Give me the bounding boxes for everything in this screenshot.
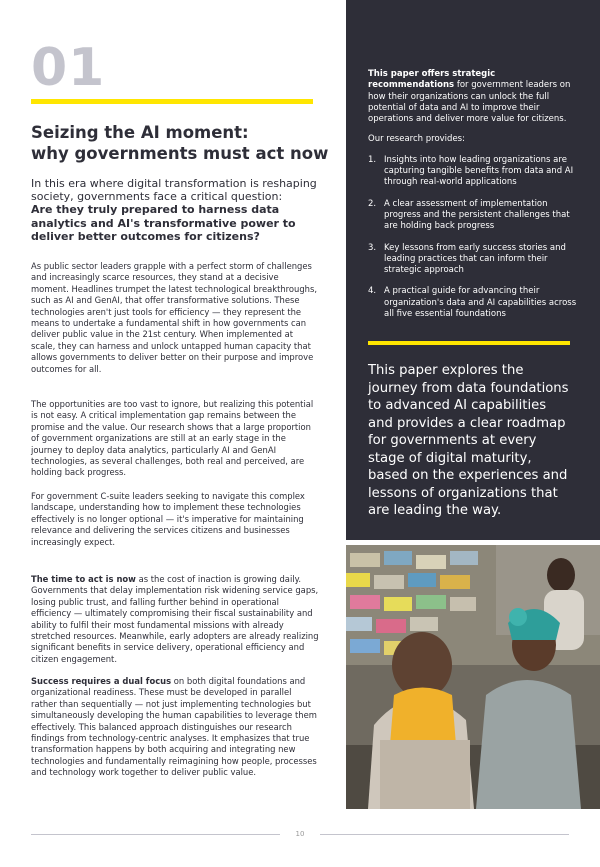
panel-lead: [368, 69, 578, 125]
list-item-number: 1.: [368, 154, 377, 165]
title-line-1: Seizing the AI moment:: [31, 123, 249, 142]
panel-lead-text: for government leaders on how their organizations can unlock the full potential of data and AI to improve their operations and deliver more value for citizens.: [368, 80, 571, 125]
page-number: 10: [295, 830, 305, 838]
list-item: [368, 155, 578, 189]
list-item-text: Insights into how leading organizations are capturing tangible benefits from data and AI through real-world applications: [384, 154, 574, 188]
photo-woman-and-child: [346, 545, 600, 809]
intro-paragraph: [31, 177, 321, 243]
p5-lead: Success requires a dual focus: [31, 676, 172, 686]
recommendations-panel: [368, 69, 578, 330]
body-paragraph-1: As public sector leaders grapple with a perfect storm of challenges and increasingly scarce resources, they stand at a decisive moment. Headlines trumpet the latest technological breakthroughs, such as AI and GenAI, that offer transformative solutions. These technologies aren't just tools for efficiency — they represent the means to undertake a fundamental shift in how governments can deliver public value in the 21st century. When implemented at scale, they can harness and unlock untapped human capacity that allows governments to deliver better on their purpose and improve outcomes for all.: [31, 261, 318, 374]
accent-divider: [31, 99, 313, 104]
body-paragraph-3: For government C-suite leaders seeking to navigate this complex landscape, understanding how to implement these technologies effectively is no longer optional — it's imperative for maintaining relevance and delivering the services citizens and businesses increasingly expect.: [31, 491, 305, 547]
provides-heading: Our research provides:: [368, 134, 465, 145]
p4-text: as the cost of inaction is growing daily. Governments that delay implementation risk widening service gaps, losing public trust, and falling further behind in operational efficiency — ultimately compromising their fiscal sustainability and ability to fulfil their most fundamental missions with already stretched resources. Meanwhile, early adopters are already realizing significant benefits in service delivery, operational efficiency and citizen engagement.: [31, 574, 319, 664]
list-item-number: 4.: [368, 286, 377, 297]
list-item-number: 3.: [368, 242, 377, 253]
panel-accent-divider: [368, 341, 570, 345]
footer-rule-left: [31, 834, 280, 835]
findings-list: [368, 155, 578, 321]
p4-lead: The time to act is now: [31, 574, 136, 584]
footer-rule-right: [320, 834, 569, 835]
list-item-number: 2.: [368, 198, 377, 209]
pull-quote: This paper explores the journey from data foundations to advanced AI capabilities and provides a clear roadmap for governments at every stage of digital maturity, based on the experiences and lessons of organizations that are leading the way.: [368, 363, 569, 518]
intro-plain: In this era where digital transformation is reshaping society, governments face a critical question:: [31, 177, 317, 204]
panel-lead-bold: This paper offers strategic recommendations: [368, 69, 496, 91]
list-item-text: A clear assessment of implementation progress and the persistent challenges that are holding back progress: [384, 198, 570, 232]
list-item-text: A practical guide for advancing their organization's data and AI capabilities across all five essential foundations: [384, 286, 577, 320]
list-item: [368, 199, 578, 233]
list-item-text: Key lessons from early success stories and leading practices that can inform their strategic approach: [384, 242, 566, 276]
section-number: 01: [31, 38, 106, 98]
body-paragraph-4: [31, 574, 319, 665]
p5-text: on both digital foundations and organizational readiness. These must be developed in parallel rather than sequentially — not just implementing technologies but simultaneously developing the human capabilities to leverage them effectively. This balanced approach distinguishes our research findings from technology-centric analyses. It emphasizes that true transformation happens by both acquiring and integrating new technologies and fundamentally reimagining how people, processes and technology work together to deliver public value.: [31, 676, 317, 778]
list-item: [368, 243, 578, 277]
page-title: [31, 122, 331, 164]
body-paragraph-2: The opportunities are too vast to ignore, but realizing this potential is not easy. A critical implementation gap remains between the promise and the value. Our research shows that a large proportion of government organizations are still at an early stage in the journey to deploy data analytics, particularly AI and GenAI technologies, as several challenges, both real and perceived, are holding back progress.: [31, 399, 314, 478]
list-item: [368, 286, 578, 320]
intro-question: Are they truly prepared to harness data analytics and AI's transformative power to deliver better outcomes for citizens?: [31, 203, 296, 243]
title-line-2: why governments must act now: [31, 144, 329, 163]
body-paragraph-5: [31, 676, 319, 779]
